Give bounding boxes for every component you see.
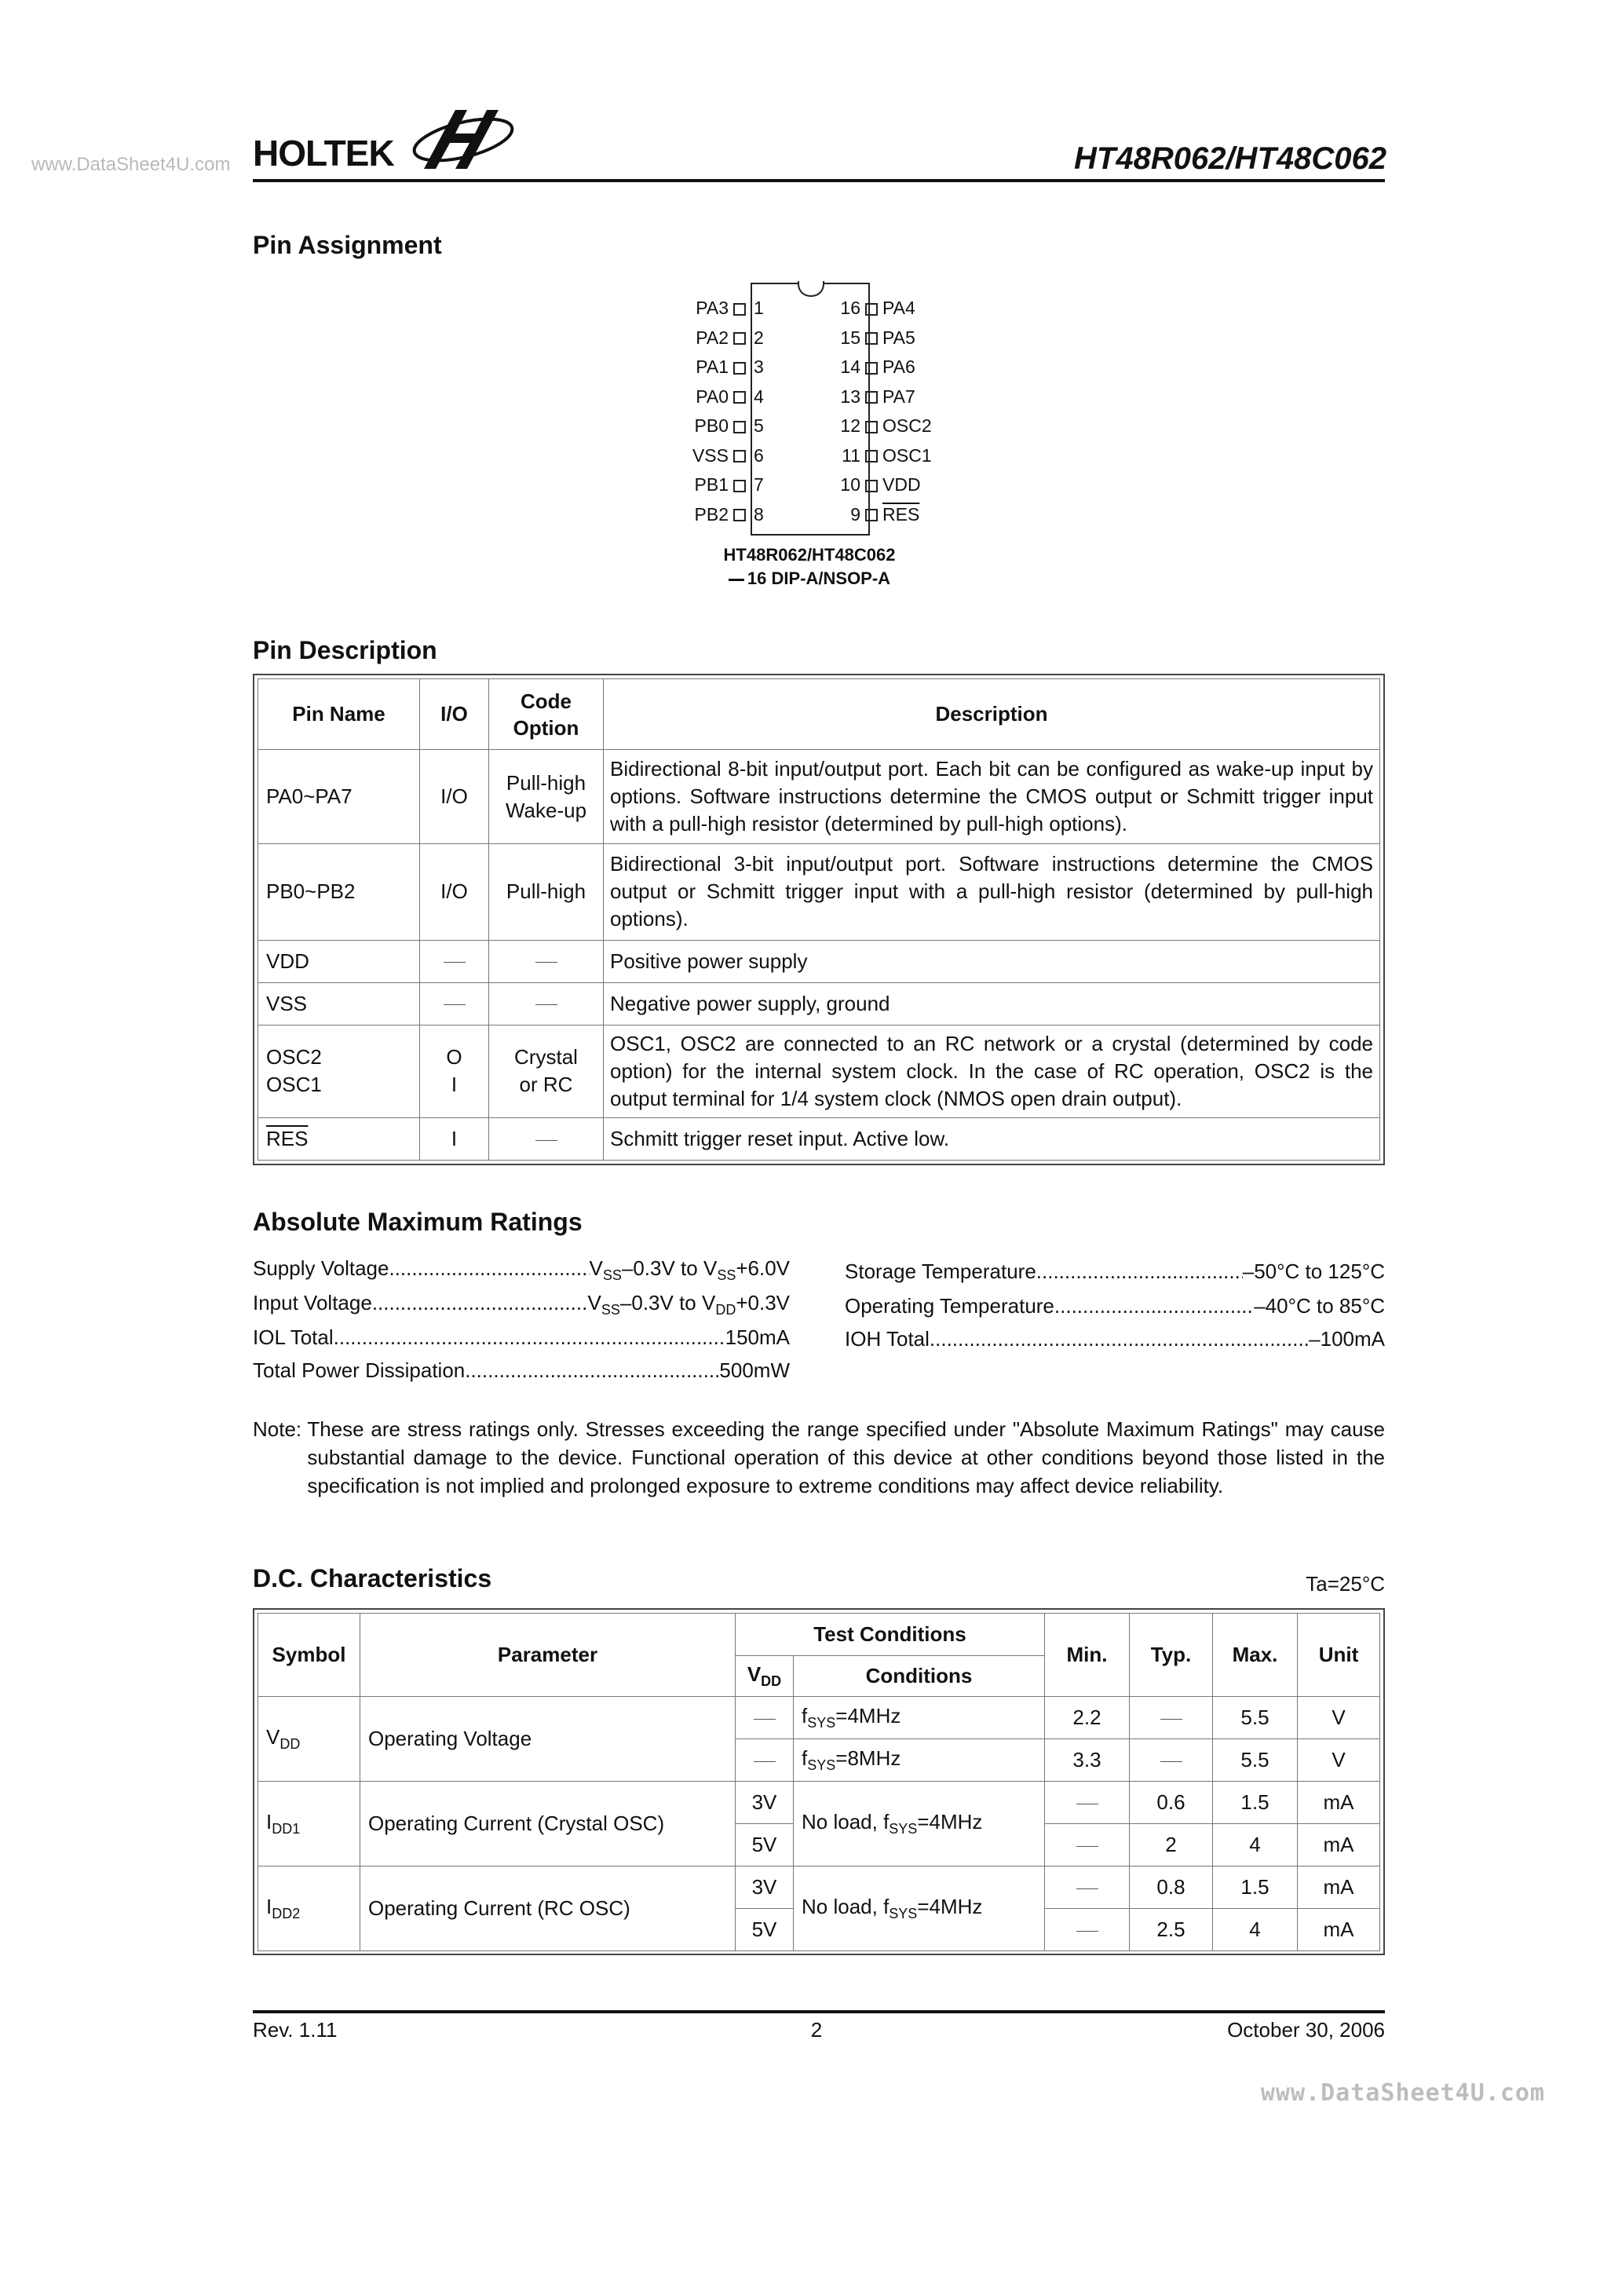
vdd-cell: 3V [736, 1866, 794, 1909]
pin-name: PB1 [694, 474, 729, 495]
io-cell [420, 1025, 489, 1117]
table-row [258, 982, 1380, 1025]
pin-name: PB0 [694, 415, 729, 436]
note-prefix: Note: [253, 1417, 308, 1441]
max-cell: 5.5 [1213, 1739, 1298, 1782]
unit-cell: V [1298, 1697, 1380, 1739]
table-row [258, 844, 1380, 940]
th-io: I/O [420, 679, 489, 750]
max-cell: 4 [1213, 1909, 1298, 1951]
dash-mark [1160, 1719, 1182, 1720]
rating-storage-temp [845, 1260, 1385, 1284]
leader-dots [1036, 1260, 1243, 1284]
th-code-line1: Code [521, 689, 572, 713]
footer-revision: Rev. 1.11 [253, 2018, 338, 2042]
pin-name: PB2 [694, 503, 729, 525]
rating-value: $V_{SS}-0.3V$ to $V_{DD}+0.3V$ [587, 1291, 790, 1318]
min-cell [1045, 1909, 1130, 1951]
code-option-cell [489, 1025, 604, 1117]
right-pin-row [829, 470, 963, 499]
right-pin-row [829, 441, 963, 470]
max-cell: 1.5 [1213, 1782, 1298, 1824]
document-title: HT48R062/HT48C062 [1074, 141, 1386, 176]
right-pin-row [829, 353, 963, 381]
unit-cell: V [1298, 1739, 1380, 1782]
code-line1: Crystal [514, 1045, 578, 1069]
left-pin-row [675, 324, 774, 352]
pin-number: 6 [754, 444, 764, 466]
th-min: Min. [1045, 1614, 1130, 1697]
rating-ioh-total [845, 1327, 1385, 1351]
typ-cell [1130, 1739, 1213, 1782]
max-cell: 5.5 [1213, 1697, 1298, 1739]
symbol-cell: $V_{DD}$ [258, 1697, 360, 1782]
pin-number: 14 [840, 356, 860, 377]
conditions-cell: No load, $f_{SYS}=4MHz$ [794, 1866, 1045, 1951]
symbol-cell: $I_{DD2}$ [258, 1866, 360, 1951]
dc-header-row-1 [258, 1614, 1380, 1656]
logo-text: HOLTEK [253, 133, 394, 174]
th-parameter: Parameter [360, 1614, 736, 1697]
dc-characteristics-heading: D.C. Characteristics [253, 1564, 492, 1592]
pin-square-icon [733, 391, 746, 404]
io-cell [420, 940, 489, 982]
min-cell [1045, 1866, 1130, 1909]
pin-number: 9 [850, 503, 860, 525]
pin-number: 11 [842, 444, 860, 466]
pin-number: 15 [840, 327, 860, 348]
pin-number: 10 [840, 474, 860, 495]
io-cell: I/O [420, 750, 489, 844]
pin-assignment-heading: Pin Assignment [253, 231, 442, 259]
conditions-cell: $f_{SYS}=4MHz$ [794, 1697, 1045, 1739]
typ-cell: 2.5 [1130, 1909, 1213, 1951]
right-pin-row [829, 294, 963, 322]
max-cell: 4 [1213, 1824, 1298, 1866]
left-pin-row [675, 353, 774, 381]
code-option-cell: Pull-high [489, 844, 604, 940]
typ-cell: 0.6 [1130, 1782, 1213, 1824]
left-pin-row [675, 470, 774, 499]
right-pin-row [829, 411, 963, 440]
left-pin-row [675, 294, 774, 322]
pin-number: 1 [754, 298, 764, 318]
ambient-temperature: Ta=25°C [1306, 1572, 1385, 1596]
io-cell: I [420, 1117, 489, 1160]
pin-square-icon [865, 421, 878, 433]
right-pin-row [829, 500, 963, 528]
pin-square-icon [733, 303, 746, 316]
pin-name-line2: OSC1 [266, 1073, 322, 1097]
rating-label: Total Power Dissipation [253, 1358, 466, 1382]
rating-value: –50°C to 125°C [1242, 1260, 1385, 1283]
dash-mark [754, 1761, 776, 1762]
typ-cell: 2 [1130, 1824, 1213, 1866]
th-description: Description [604, 679, 1380, 750]
description-cell: OSC1, OSC2 are connected to an RC network or a crystal (determined by code option) for the internal system clock. In the case of RC operation, OSC2 is the output terminal for 1/4 system clock (NMOS open drain output). [604, 1025, 1380, 1117]
rating-value: 500mW [719, 1358, 790, 1382]
parameter-cell: Operating Current (RC OSC) [360, 1866, 736, 1951]
symbol-cell: $I_{DD1}$ [258, 1782, 360, 1866]
right-pin-row [829, 382, 963, 411]
rating-label: Operating Temperature [845, 1294, 1054, 1318]
package-type-text: 16 DIP-A/NSOP-A [747, 569, 891, 588]
dash-mark [754, 1719, 776, 1720]
vdd-cell [736, 1739, 794, 1782]
vdd-cell [736, 1697, 794, 1739]
header-rule [253, 179, 1385, 182]
pin-name-cell: PB0~PB2 [258, 844, 420, 940]
th-vdd: $V_{DD}$ [736, 1656, 794, 1697]
th-max: Max. [1213, 1614, 1298, 1697]
pin-name: PA4 [882, 298, 915, 318]
pin-number: 2 [754, 327, 764, 348]
th-code-line2: Option [513, 715, 579, 740]
th-conditions: Conditions [794, 1656, 1045, 1697]
pin-desc-header-row [258, 679, 1380, 750]
table-row [258, 1697, 1380, 1739]
rating-total-power [253, 1358, 790, 1383]
left-pin-row [675, 500, 774, 528]
description-cell: Schmitt trigger reset input. Active low. [604, 1117, 1380, 1160]
table-row [258, 1117, 1380, 1160]
th-typ: Typ. [1130, 1614, 1213, 1697]
rating-label: IOH Total [845, 1327, 930, 1351]
dash-mark [1076, 1931, 1098, 1932]
pin-number: 12 [840, 415, 860, 436]
io-cell [420, 982, 489, 1025]
th-unit: Unit [1298, 1614, 1380, 1697]
dash-mark [444, 962, 466, 963]
pin-name: OSC1 [882, 444, 932, 466]
conditions-cell: No load, $f_{SYS}=4MHz$ [794, 1782, 1045, 1866]
description-cell: Bidirectional 8-bit input/output port. Each bit can be configured as wake-up input by options. Software instructions determine the CMOS output or Schmitt trigger input with a pull-high resistor (determined by pull-high options). [604, 750, 1380, 844]
leader-dots [1054, 1294, 1254, 1318]
pin-name: PA6 [882, 356, 915, 377]
rating-label: Supply Voltage [253, 1256, 389, 1280]
dash-mark [535, 1140, 557, 1141]
vdd-cell: 5V [736, 1909, 794, 1951]
table-row [258, 750, 1380, 844]
res-pin-name: $\overline{RES}$ [266, 1126, 309, 1150]
pin-number: 5 [754, 415, 764, 436]
pin-square-icon [733, 362, 746, 375]
pin-description-table [258, 678, 1380, 1161]
rating-value: –40°C to 85°C [1254, 1294, 1385, 1318]
watermark-bottom: www.DataSheet4U.com [1260, 2079, 1545, 2107]
io-line2: I [451, 1073, 458, 1097]
pin-name: PA0 [696, 386, 729, 407]
rating-input-voltage [253, 1291, 790, 1318]
pin-number: 3 [754, 356, 764, 377]
stress-note [253, 1415, 1385, 1500]
rating-label: IOL Total [253, 1325, 334, 1349]
table-row [258, 1782, 1380, 1824]
pin-name-line1: OSC2 [266, 1045, 322, 1069]
rating-value: $V_{SS}-0.3V$ to $V_{SS}+6.0V$ [589, 1256, 790, 1284]
max-cell: 1.5 [1213, 1866, 1298, 1909]
footer-page-number: 2 [810, 2018, 823, 2042]
min-cell [1045, 1824, 1130, 1866]
pin-name-cell: VDD [258, 940, 420, 982]
unit-cell: mA [1298, 1782, 1380, 1824]
package-name: HT48R062/HT48C062 [723, 545, 896, 565]
vdd-cell: 3V [736, 1782, 794, 1824]
th-symbol: Symbol [258, 1614, 360, 1697]
leader-dots [389, 1256, 589, 1284]
description-cell: Bidirectional 3-bit input/output port. Software instructions determine the CMOS output or Schmitt trigger input with a pull-high resistor (determined by pull-high options). [604, 844, 1380, 940]
left-pin-row [675, 441, 774, 470]
rating-value: 150mA [725, 1325, 790, 1349]
conditions-cell: $f_{SYS}=8MHz$ [794, 1739, 1045, 1782]
pin-number: 8 [754, 503, 764, 525]
rating-label: Input Voltage [253, 1291, 372, 1314]
footer-date: October 30, 2006 [1227, 2018, 1385, 2042]
dash-mark [535, 1004, 557, 1005]
min-cell: 3.3 [1045, 1739, 1130, 1782]
code-option-cell [489, 940, 604, 982]
pin-number: 7 [754, 474, 764, 495]
pin-square-icon [865, 332, 878, 345]
pin-name: $\overline{RES}$ [882, 503, 920, 525]
pin-name-cell: PA0~PA7 [258, 750, 420, 844]
rating-iol-total [253, 1325, 790, 1350]
pin-number: 16 [840, 298, 860, 318]
pin-name: PA3 [696, 298, 729, 318]
pin-square-icon [865, 509, 878, 521]
pin-square-icon [733, 450, 746, 462]
io-line1: O [446, 1045, 462, 1069]
th-pin-name: Pin Name [258, 679, 420, 750]
pin-square-icon [733, 480, 746, 492]
io-cell: I/O [420, 844, 489, 940]
left-pin-row [675, 411, 774, 440]
pin-square-icon [733, 332, 746, 345]
rating-label: Storage Temperature [845, 1260, 1036, 1283]
leader-dots [334, 1325, 725, 1350]
pin-name-cell: VSS [258, 982, 420, 1025]
watermark-top: www.DataSheet4U.com [31, 154, 231, 175]
left-pin-row [675, 382, 774, 411]
dash-mark [1076, 1846, 1098, 1847]
unit-cell: mA [1298, 1909, 1380, 1951]
leader-dots [465, 1358, 719, 1383]
pin-name: OSC2 [882, 415, 932, 436]
pin-name: PA7 [882, 386, 915, 407]
code-line1: Pull-high [506, 770, 586, 795]
package-dash [729, 579, 744, 581]
pin-square-icon [733, 509, 746, 521]
code-option-cell [489, 1117, 604, 1160]
pin-name: PA2 [696, 327, 729, 348]
table-row [258, 1866, 1380, 1909]
leader-dots [372, 1291, 588, 1318]
typ-cell [1130, 1697, 1213, 1739]
dc-characteristics-table [258, 1613, 1380, 1951]
absolute-max-heading: Absolute Maximum Ratings [253, 1208, 583, 1236]
pin-name-cell [258, 1117, 420, 1160]
note-text: These are stress ratings only. Stresses exceeding the range specified under "Absolute Maximum Ratings" may cause substantial damage to the device. Functional operation of this device at other conditions beyond those listed in the specification is not implied and prolonged exposure to extreme conditions may affect device reliability. [307, 1417, 1385, 1497]
typ-cell: 0.8 [1130, 1866, 1213, 1909]
pin-name: PA1 [696, 356, 729, 377]
description-cell: Negative power supply, ground [604, 982, 1380, 1025]
pin-name: VSS [692, 444, 729, 466]
pin-square-icon [865, 303, 878, 316]
code-option-cell [489, 750, 604, 844]
pin-description-heading: Pin Description [253, 636, 437, 664]
pin-square-icon [865, 450, 878, 462]
pin-name-cell [258, 1025, 420, 1117]
min-cell: 2.2 [1045, 1697, 1130, 1739]
right-pin-row [829, 324, 963, 352]
pin-square-icon [865, 391, 878, 404]
pin-square-icon [865, 362, 878, 375]
dash-mark [1076, 1888, 1098, 1889]
min-cell [1045, 1782, 1130, 1824]
dash-mark [444, 1004, 466, 1005]
code-option-cell [489, 982, 604, 1025]
parameter-cell: Operating Voltage [360, 1697, 736, 1782]
dc-table-frame [253, 1608, 1385, 1955]
pin-square-icon [733, 421, 746, 433]
table-row [258, 940, 1380, 982]
footer-rule [253, 2010, 1385, 2013]
leader-dots [930, 1327, 1309, 1351]
package-type [672, 569, 947, 589]
dash-mark [1160, 1761, 1182, 1762]
vdd-cell: 5V [736, 1824, 794, 1866]
code-line2: Wake-up [505, 798, 587, 822]
unit-cell: mA [1298, 1866, 1380, 1909]
th-test-conditions: Test Conditions [736, 1614, 1045, 1656]
pin-number: 13 [840, 386, 860, 407]
rating-supply-voltage [253, 1256, 790, 1284]
dash-mark [535, 962, 557, 963]
rating-value: –100mA [1309, 1327, 1385, 1351]
unit-cell: mA [1298, 1824, 1380, 1866]
pin-description-table-frame [253, 674, 1385, 1165]
th-code-option [489, 679, 604, 750]
description-cell: Positive power supply [604, 940, 1380, 982]
code-line2: or RC [519, 1073, 573, 1097]
parameter-cell: Operating Current (Crystal OSC) [360, 1782, 736, 1866]
rating-operating-temp [845, 1294, 1385, 1318]
table-row [258, 1025, 1380, 1117]
pin-square-icon [865, 480, 878, 492]
pin-number: 4 [754, 386, 764, 407]
pin-name: PA5 [882, 327, 915, 348]
pin-name: VDD [882, 474, 921, 495]
logo-emblem-icon [400, 94, 518, 181]
